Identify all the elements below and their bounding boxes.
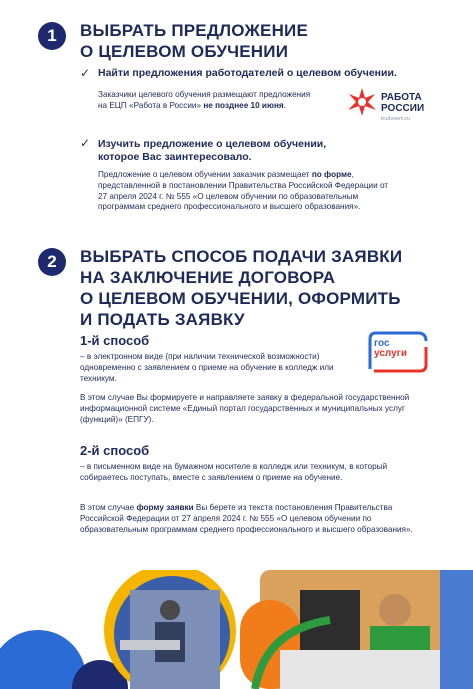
way1-para1: – в электронном виде (при наличии технической возможности) одновременно с заявлением о приеме на обучение в колледж или техникум. [80,352,334,383]
section1-title: ВЫБРАТЬ ПРЕДЛОЖЕНИЕ О ЦЕЛЕВОМ ОБУЧЕНИИ [80,21,309,61]
step-1-badge: 1 [38,22,66,50]
rabota-logo-text: РАБОТА РОССИИ [381,92,425,114]
photo-collage [0,570,473,689]
step-2-badge: 2 [38,248,66,276]
way1-title: 1-й способ [80,333,150,348]
way2-para1: – в письменном виде на бумажном носителе в колледж или техникум, в который собираетесь поступать, вместе с заявлением о приеме на обучение. [80,462,388,482]
rabota-rossii-logo [346,86,378,118]
section2-title: ВЫБРАТЬ СПОСОБ ПОДАЧИ ЗАЯВКИ НА ЗАКЛЮЧЕНИЕ ДОГОВОРА О ЦЕЛЕВОМ ОБУЧЕНИИ, ОФОРМИТЬ И ПОДАТЬ ЗАЯВКУ [80,247,403,329]
decor-blue-circle [0,630,86,689]
section1-para2: Предложение о целевом обучении заказчик размещает по форме, представленной в постановлении Правительства Российской Федерации от 27 апреля 2024 г. № 555 «О целевом обучении по образовательным программам среднего профессионального и высшего образования». [98,170,389,212]
section1-para1: Заказчики целевого обучения размещают предложения на ЕЦП «Работа в России» не позднее 10 июня. [98,90,311,110]
section1-bullet2: Изучить предложение о целевом обучении, которое Вас заинтересовало. [98,138,327,163]
way2-title: 2-й способ [80,443,150,458]
way2-para2: В этом случае форму заявки Вы берете из текста постановления Правительства Российской Федерации от 27 апреля 2024 г. № 555 «О целевом обучении по образовательным программам среднего профессионального и высшего образования». [80,503,413,534]
way1-para2: В этом случае Вы формируете и направляете заявку в федеральной государственной информационной системе «Единый портал государственных и муниципальных услуг (функций)» (ЕПГУ). [80,393,410,424]
check-icon: ✓ [80,136,91,150]
gosuslugi-logo-text: гос услуги [374,338,407,359]
section1-bullet1: Найти предложения работодателей о целевом обучении. [98,67,397,79]
check-icon: ✓ [80,66,91,80]
rabota-logo-url: trudvsem.ru [381,116,411,122]
